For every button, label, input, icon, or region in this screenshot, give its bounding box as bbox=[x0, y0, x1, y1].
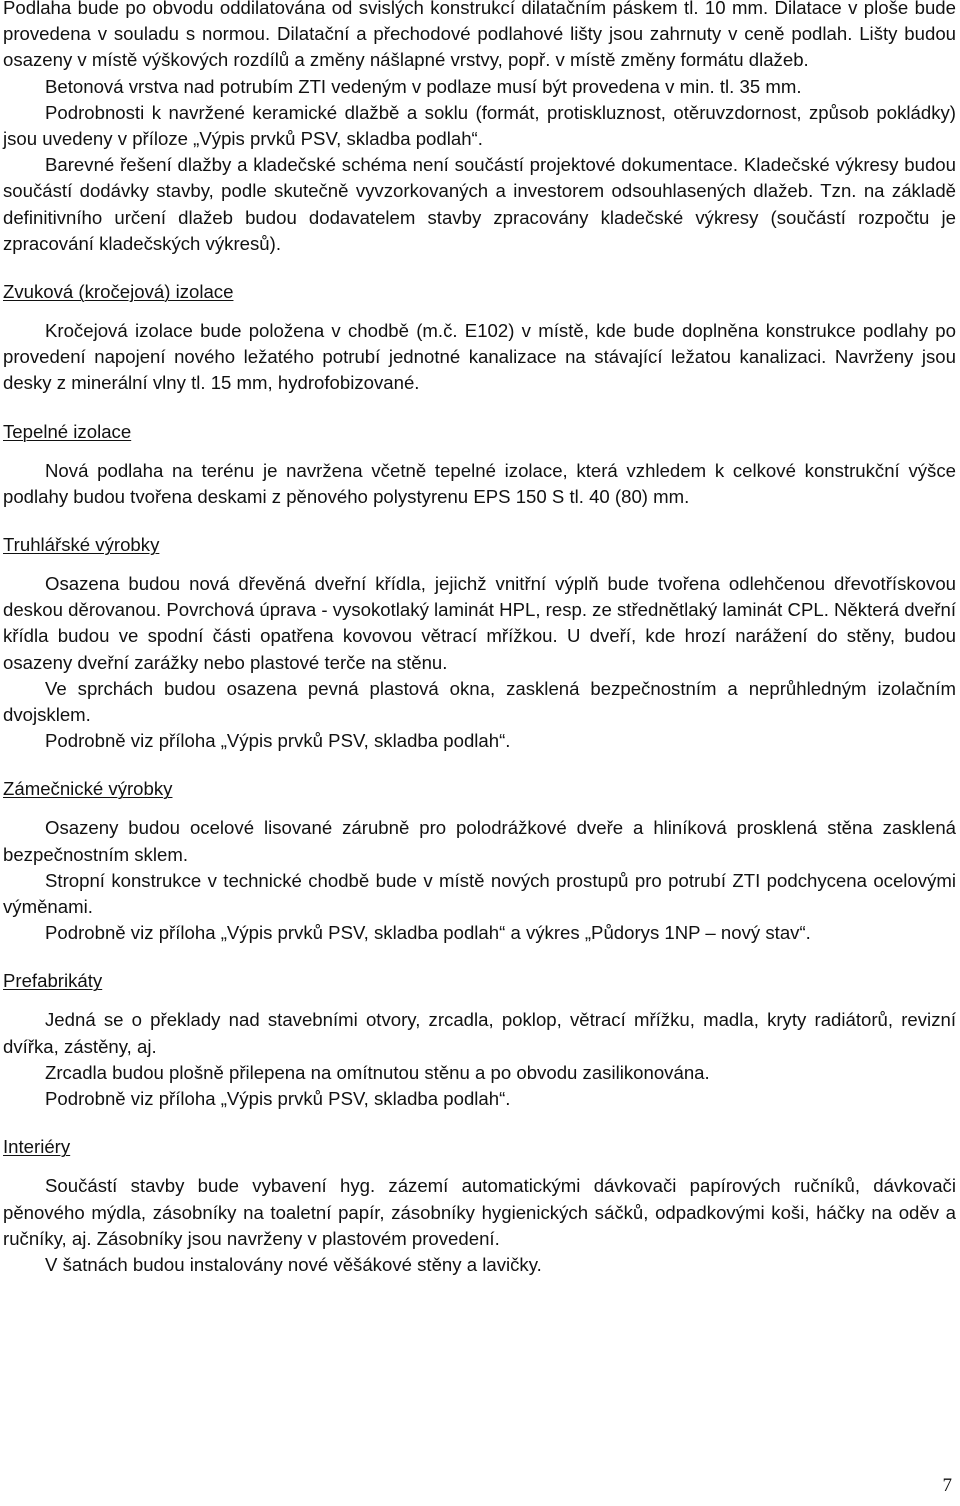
page-number: 7 bbox=[942, 1475, 952, 1496]
section-heading: Interiéry bbox=[3, 1136, 71, 1158]
section-paragraph: Zrcadla budou plošně přilepena na omítnutou stěnu a po obvodu zasilikonována. bbox=[45, 1061, 710, 1083]
section-heading: Truhlářské výrobky bbox=[3, 534, 160, 556]
section-carpentry-products bbox=[3, 532, 956, 754]
section-heading: Zámečnické výrobky bbox=[3, 778, 173, 800]
section-interiors bbox=[3, 1134, 956, 1278]
section-paragraph: Podrobně viz příloha „Výpis prvků PSV, skladba podlah“ a výkres „Půdorys 1NP – nový stav“. bbox=[45, 922, 811, 944]
section-paragraph: Nová podlaha na terénu je navržena včetně tepelné izolace, která vzhledem k celkové konstrukční výšce podlahy budou tvořena deskami z pěnového polystyrenu EPS 150 S tl. 40 (80) mm. bbox=[3, 459, 956, 507]
intro-paragraph-3: Podrobnosti k navržené keramické dlažbě a soklu (formát, protiskluznost, otěruvzdornost, způsob pokládky) jsou uvedeny v příloze „Výpis prvků PSV, skladba podlah“. bbox=[3, 101, 956, 150]
section-thermal-insulation bbox=[3, 419, 956, 510]
intro-paragraph-1: Podlaha bude po obvodu oddilatována od svislých konstrukcí dilatačním páskem tl. 10 mm. Dilatace v ploše bude provedena v souladu s normou. Dilatační a přechodové podlahové lišty jsou zahrnuty v ceně podlah. Lišty budou osazeny v místě výškových rozdílů a změny nášlapné vrstvy, popř. v místě změny formátu dlažeb. bbox=[3, 0, 956, 71]
section-paragraph: Osazeny budou ocelové lisované zárubně pro polodrážkové dveře a hliníková prosklená stěna zasklená bezpečnostním sklem. bbox=[3, 817, 956, 865]
section-paragraph: Ve sprchách budou osazena pevná plastová okna, zasklená bezpečnostním a neprůhledným izolačním dvojsklem. bbox=[3, 677, 956, 726]
intro-paragraph-4: Barevné řešení dlažby a kladečské schéma není součástí projektové dokumentace. Kladečské výkresy budou součástí dodávky stavby, podle skutečně vyvzorkovaných a investorem odsouhlasených dlažeb. Tzn. na základě definitivního určení dlažeb budou dodavatelem stavby zpracovány kladečské výkresy (součástí rozpočtu je zpracování kladečských výkresů). bbox=[3, 154, 956, 254]
section-paragraph: Stropní konstrukce v technické chodbě bude v místě nových prostupů pro potrubí ZTI podchycena ocelovými výměnami. bbox=[3, 869, 956, 918]
section-metalwork-products bbox=[3, 776, 956, 946]
section-paragraph: Kročejová izolace bude položena v chodbě (m.č. E102) v místě, kde bude doplněna konstrukce podlahy po provedení napojení nového ležatého potrubí jednotné kanalizace na stávající ležatou kanalizaci. Navrženy jsou desky z minerální vlny tl. 15 mm, hydrofobizované. bbox=[3, 320, 956, 394]
section-heading: Zvuková (kročejová) izolace bbox=[3, 281, 234, 303]
section-paragraph: Jedná se o překlady nad stavebními otvory, zrcadla, poklop, větrací mřížku, madla, kryty radiátorů, revizní dvířka, zástěny, aj. bbox=[3, 1009, 956, 1057]
section-paragraph: Podrobně viz příloha „Výpis prvků PSV, skladba podlah“. bbox=[45, 730, 511, 752]
section-heading: Prefabrikáty bbox=[3, 970, 103, 992]
section-paragraph: V šatnách budou instalovány nové věšákové stěny a lavičky. bbox=[45, 1253, 542, 1275]
document-body bbox=[3, 0, 956, 1278]
section-acoustic-insulation bbox=[3, 279, 956, 397]
section-paragraph: Osazena budou nová dřevěná dveřní křídla, jejichž vnitřní výplň bude tvořena odlehčenou dřevotřískovou deskou děrovanou. Povrchová úprava - vysokotlaký laminát HPL, resp. ze střednětlaký laminát CPL. Některá dveřní křídla budou ve spodní části opatřena kovovou větrací mřížkou. U dveří, kde hrozí narážení do stěny, budou osazeny dveřní zarážky nebo plastové terče na stěnu. bbox=[3, 573, 956, 673]
section-paragraph: Součástí stavby bude vybavení hyg. zázemí automatickými dávkovači papírových ručníků, dávkovači pěnového mýdla, zásobníky na toaletní papír, zásobníky hygienických sáčků, odpadkovými koši, háčky na oděv a ručníky, aj. Zásobníky jsou navrženy v plastovém provedení. bbox=[3, 1175, 956, 1249]
section-paragraph: Podrobně viz příloha „Výpis prvků PSV, skladba podlah“. bbox=[45, 1088, 511, 1110]
intro-paragraph-2: Betonová vrstva nad potrubím ZTI vedeným v podlaze musí být provedena v min. tl. 35 mm. bbox=[45, 75, 802, 97]
section-prefabricates bbox=[3, 968, 956, 1112]
section-heading: Tepelné izolace bbox=[3, 420, 132, 442]
